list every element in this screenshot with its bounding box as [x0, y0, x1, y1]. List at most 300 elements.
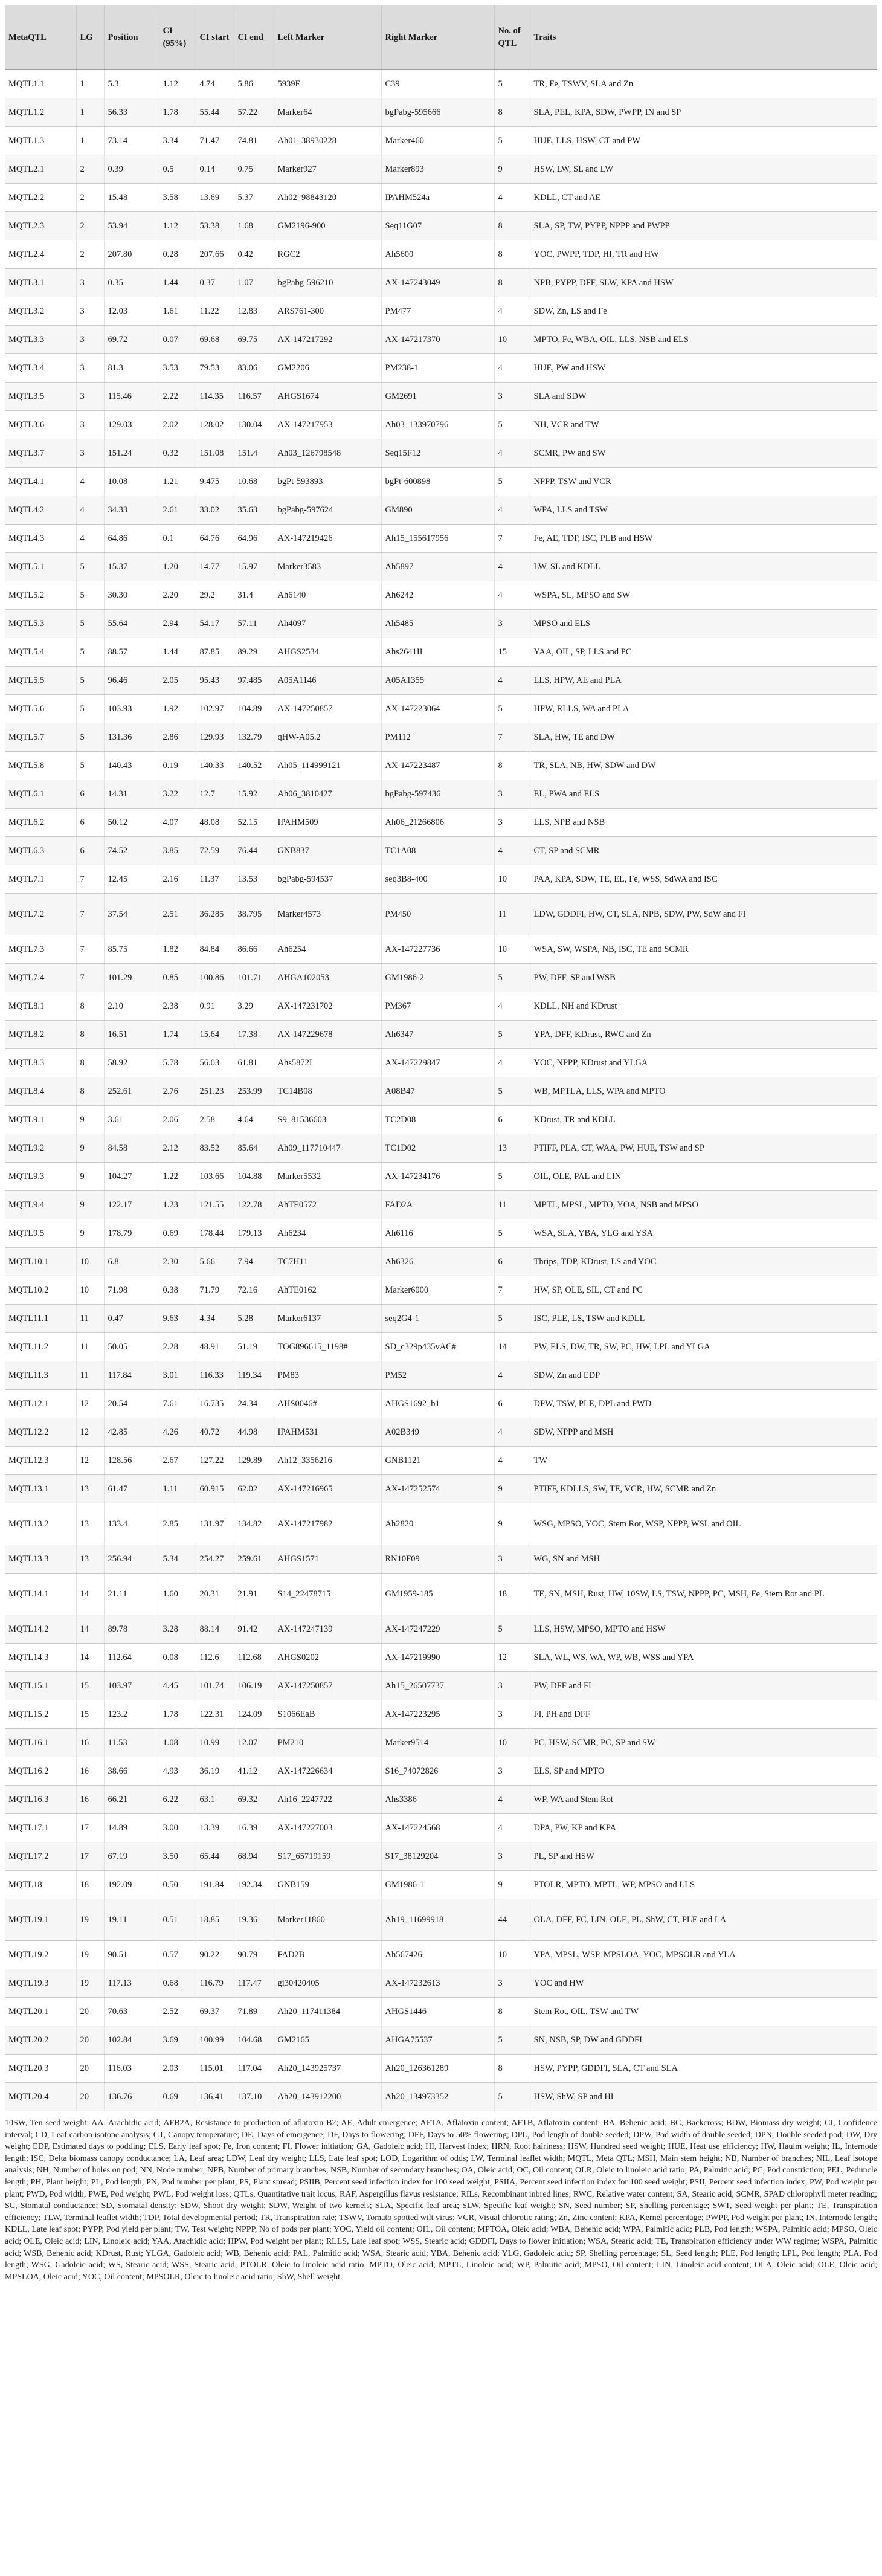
table-cell: MQTL15.2 — [5, 1700, 76, 1729]
table-cell: LLS, HSW, MPSO, MPTO and HSW — [530, 1615, 877, 1644]
table-row — [5, 1941, 877, 1969]
table-row — [5, 155, 877, 184]
table-cell: WSA, SLA, YBA, YLG and YSA — [530, 1219, 877, 1248]
table-cell: 5 — [494, 1077, 530, 1106]
table-cell: 20 — [76, 2083, 104, 2111]
table-cell: KDLL, CT and AE — [530, 184, 877, 212]
table-cell: PM83 — [274, 1361, 381, 1390]
table-row — [5, 935, 877, 964]
table-cell: 12 — [76, 1390, 104, 1418]
table-cell: 115.46 — [104, 383, 159, 411]
column-header: Left Marker — [274, 5, 381, 70]
table-cell: PW, DFF and FI — [530, 1672, 877, 1700]
table-cell: Marker4573 — [274, 894, 381, 935]
table-cell: 29.2 — [196, 581, 234, 610]
table-cell: HUE, LLS, HSW, CT and PW — [530, 127, 877, 155]
table-cell: 8 — [494, 2055, 530, 2083]
table-cell: 7.94 — [234, 1248, 274, 1276]
table-cell: 5 — [494, 964, 530, 992]
table-cell: 3 — [494, 383, 530, 411]
table-cell: 117.04 — [234, 2055, 274, 2083]
table-cell: 124.09 — [234, 1700, 274, 1729]
table-cell: 0.14 — [196, 155, 234, 184]
table-cell: Ah06_21266806 — [381, 809, 494, 837]
table-row — [5, 752, 877, 780]
table-cell: 122.31 — [196, 1700, 234, 1729]
table-cell: AX-147223064 — [381, 695, 494, 723]
table-cell: 12.83 — [234, 297, 274, 326]
table-cell: MQTL20.1 — [5, 1998, 76, 2026]
table-cell: 38.66 — [104, 1757, 159, 1786]
table-cell: Marker927 — [274, 155, 381, 184]
table-cell: 119.34 — [234, 1361, 274, 1390]
table-cell: 6 — [494, 1106, 530, 1134]
table-cell: 8 — [76, 1021, 104, 1049]
table-cell: SLA, HW, TE and DW — [530, 723, 877, 752]
table-cell: 63.1 — [196, 1786, 234, 1814]
table-cell: 12 — [76, 1447, 104, 1475]
table-cell: 5 — [494, 70, 530, 98]
table-cell: 1.44 — [159, 269, 196, 297]
table-cell: 0.51 — [159, 1899, 196, 1941]
table-cell: MQTL10.1 — [5, 1248, 76, 1276]
table-cell: 55.64 — [104, 610, 159, 638]
table-cell: A08B47 — [381, 1077, 494, 1106]
table-row — [5, 1729, 877, 1757]
table-cell: 64.86 — [104, 525, 159, 553]
table-cell: SDW, Zn, LS and Fe — [530, 297, 877, 326]
table-cell: Ah05_114999121 — [274, 752, 381, 780]
table-cell: 17 — [76, 1814, 104, 1842]
table-cell: 140.43 — [104, 752, 159, 780]
table-cell: 8 — [494, 98, 530, 127]
table-cell: 3.01 — [159, 1361, 196, 1390]
table-cell: 112.68 — [234, 1644, 274, 1672]
table-cell: 57.11 — [234, 610, 274, 638]
table-row — [5, 1390, 877, 1418]
table-cell: 74.52 — [104, 837, 159, 865]
table-cell: MQTL2.2 — [5, 184, 76, 212]
table-cell: 4.74 — [196, 70, 234, 98]
table-cell: GM2196-900 — [274, 212, 381, 240]
table-cell: 13 — [76, 1545, 104, 1574]
table-cell: AX-147217982 — [274, 1503, 381, 1545]
table-cell: 4.64 — [234, 1106, 274, 1134]
table-cell: SD_c329p435vAC# — [381, 1333, 494, 1361]
table-cell: EL, PWA and ELS — [530, 780, 877, 809]
table-cell: AHGS1692_b1 — [381, 1390, 494, 1418]
table-cell: 0.28 — [159, 240, 196, 269]
table-cell: NPB, PYPP, DFF, SLW, KPA and HSW — [530, 269, 877, 297]
table-cell: Seq15F12 — [381, 439, 494, 468]
table-cell: 5.28 — [234, 1305, 274, 1333]
table-cell: 10.99 — [196, 1729, 234, 1757]
table-cell: 5 — [494, 1219, 530, 1248]
table-cell: 5.86 — [234, 70, 274, 98]
table-cell: 117.13 — [104, 1969, 159, 1998]
table-cell: 61.81 — [234, 1049, 274, 1077]
table-cell: 3 — [494, 1545, 530, 1574]
table-cell: AHGA75537 — [381, 2026, 494, 2055]
table-row — [5, 1545, 877, 1574]
table-cell: PL, SP and HSW — [530, 1842, 877, 1871]
table-cell: Seq11G07 — [381, 212, 494, 240]
table-cell: HSW, ShW, SP and HI — [530, 2083, 877, 2111]
table-cell: DPA, PW, KP and KPA — [530, 1814, 877, 1842]
table-cell: HPW, RLLS, WA and PLA — [530, 695, 877, 723]
table-cell: Marker11860 — [274, 1899, 381, 1941]
table-cell: PM367 — [381, 992, 494, 1021]
table-cell: 3 — [494, 1842, 530, 1871]
table-row — [5, 1333, 877, 1361]
table-cell: 5 — [494, 1163, 530, 1191]
table-cell: 103.66 — [196, 1163, 234, 1191]
table-row — [5, 610, 877, 638]
table-row — [5, 240, 877, 269]
table-cell: AHGA102053 — [274, 964, 381, 992]
table-cell: 129.03 — [104, 411, 159, 439]
table-cell: 13.69 — [196, 184, 234, 212]
table-cell: 2.06 — [159, 1106, 196, 1134]
table-cell: 9 — [494, 1475, 530, 1503]
table-cell: 0.69 — [159, 2083, 196, 2111]
table-cell: AX-147247139 — [274, 1615, 381, 1644]
table-cell: gi30420405 — [274, 1969, 381, 1998]
table-cell: AX-147219426 — [274, 525, 381, 553]
table-cell: 19.36 — [234, 1899, 274, 1941]
table-cell: LW, SL and KDLL — [530, 553, 877, 581]
table-cell: 90.22 — [196, 1941, 234, 1969]
table-cell: 21.11 — [104, 1574, 159, 1615]
table-cell: Ah15_155617956 — [381, 525, 494, 553]
table-cell: Ahs5872I — [274, 1049, 381, 1077]
table-cell: PM210 — [274, 1729, 381, 1757]
table-cell: 0.50 — [159, 1871, 196, 1899]
table-cell: 1.74 — [159, 1021, 196, 1049]
table-cell: S17_38129204 — [381, 1842, 494, 1871]
table-cell: 2 — [76, 184, 104, 212]
table-cell: YAA, OIL, SP, LLS and PC — [530, 638, 877, 667]
table-cell: 14.77 — [196, 553, 234, 581]
table-cell: 1.78 — [159, 98, 196, 127]
table-row — [5, 1899, 877, 1941]
table-cell: LLS, NPB and NSB — [530, 809, 877, 837]
table-cell: 102.84 — [104, 2026, 159, 2055]
table-cell: 6 — [76, 809, 104, 837]
table-cell: YPA, MPSL, WSP, MPSLOA, YOC, MPSOLR and YLA — [530, 1941, 877, 1969]
table-cell: 88.14 — [196, 1615, 234, 1644]
table-row — [5, 581, 877, 610]
table-cell: AHGS1674 — [274, 383, 381, 411]
table-cell: AX-147216965 — [274, 1475, 381, 1503]
table-cell: 10 — [76, 1248, 104, 1276]
table-header — [5, 5, 877, 70]
table-cell: 1.60 — [159, 1574, 196, 1615]
table-cell: 20.31 — [196, 1574, 234, 1615]
table-cell: 1.12 — [159, 212, 196, 240]
table-cell: 9 — [494, 1871, 530, 1899]
table-cell: 31.4 — [234, 581, 274, 610]
table-cell: 50.05 — [104, 1333, 159, 1361]
table-cell: 1.20 — [159, 553, 196, 581]
table-row — [5, 269, 877, 297]
table-cell: 8 — [494, 269, 530, 297]
table-row — [5, 212, 877, 240]
table-cell: Ah15_26507737 — [381, 1672, 494, 1700]
column-header: LG — [76, 5, 104, 70]
table-cell: 42.85 — [104, 1418, 159, 1447]
table-cell: 3 — [76, 411, 104, 439]
table-cell: 117.47 — [234, 1969, 274, 1998]
table-cell: 8 — [494, 752, 530, 780]
table-row — [5, 809, 877, 837]
table-cell: MQTL18 — [5, 1871, 76, 1899]
table-cell: 3 — [494, 1969, 530, 1998]
table-cell: 131.97 — [196, 1503, 234, 1545]
table-cell: MQTL9.4 — [5, 1191, 76, 1219]
table-cell: 11.37 — [196, 865, 234, 894]
table-cell: 64.96 — [234, 525, 274, 553]
table-cell: MQTL5.8 — [5, 752, 76, 780]
table-cell: 51.19 — [234, 1333, 274, 1361]
table-cell: 5 — [76, 610, 104, 638]
table-cell: 0.57 — [159, 1941, 196, 1969]
table-cell: 71.47 — [196, 127, 234, 155]
table-row — [5, 1814, 877, 1842]
table-cell: 0.68 — [159, 1969, 196, 1998]
table-cell: 69.32 — [234, 1786, 274, 1814]
table-cell: MQTL8.3 — [5, 1049, 76, 1077]
table-cell: MQTL2.3 — [5, 212, 76, 240]
table-cell: MQTL5.3 — [5, 610, 76, 638]
table-cell: 3.28 — [159, 1615, 196, 1644]
table-cell: MQTL3.7 — [5, 439, 76, 468]
table-cell: MQTL3.6 — [5, 411, 76, 439]
table-cell: AX-147224568 — [381, 1814, 494, 1842]
table-cell: Ah01_38930228 — [274, 127, 381, 155]
table-cell: 7 — [494, 1276, 530, 1305]
table-cell: OLA, DFF, FC, LIN, OLE, PL, ShW, CT, PLE and LA — [530, 1899, 877, 1941]
table-cell: 15.64 — [196, 1021, 234, 1049]
table-cell: 79.53 — [196, 354, 234, 383]
table-cell: AhTE0572 — [274, 1191, 381, 1219]
table-cell: 128.02 — [196, 411, 234, 439]
table-footnote: 10SW, Ten seed weight; AA, Arachidic acid; AFB2A, Resistance to production of aflatoxin B2; AE, Adult emergence; AFTA, Aflatoxin content; AFTB, Aflatoxin content; BA, Behenic acid; BC, Backcross; BDW, Biomass dry weight; CI, Confidence interval; CD, Leaf carbon isotope analysis; CT, Canopy temperature; DE, Days of emergence; DF, Days to flowering; DFF, Days to 50% flowering; DPL, Pod length of double seeded; DPW, Pod width of double seeded; DPN, Double seeded pod; DW, Dry weight; EDP, Estimated days to podding; ELS, Early leaf spot; Fe, Iron content; FI, Flower initiation; GA, Gadoleic acid; HI, Harvest index; HRN, Root hairiness; HSW, Hundred seed weight; HUE, Heat use efficiency; HW, Haulm weight; IL, Internode length; ISC, Delta biomass canopy conductance; LA, Leaf area; LDW, Leaf dry weight; LLS, Late leaf spot; LOD, Logarithm of odds; LW, Terminal leaflet width; MQTL, Meta QTL; MSH, Main stem height; NB, Number of branches; NIL, Leaf isotope analysis; NH, Number of holes on pod; NN, Node number; NPB, Number of primary branches; NSB, Number of secondary branches; OA, Oleic acid; OC, Oil content; OLR, Oleic to linoleic acid ratio; PA, Palmitic acid; PC, Pod constriction; PEL, Peduncle length; PH, Plant height; PL, Pod length; PN, Pod number per plant; PS, Plant spread; PSIIB, Percent seed infection index for 100 seed weight; PSIIA, Percent seed infection index for 100 seed weight; PSII, Percent seed infection index; PW, Pod weight per plant; PWD, Pod width; PWE, Pod weight; PWL, Pod weight loss; QTLs, Quantitative trait locus; RAF, Aspergillus flavus resistance; RILs, Recombinant inbred lines; RWC, Relative water content; SA, Stearic acid; SCMR, SPAD chlorophyll meter reading; SC, Stomatal conductance; SD, Stomatal density; SDW, Shoot dry weight; SDW, Weight of two kernels; SLA, Specific leaf area; SLW, Specific leaf weight; SN, Seed number; SP, Shelling percentage; SWT, Seed weight per plant; TE, Transpiration efficiency; TLW, Terminal leaflet width; TDP, Total developmental period; TR, Transpiration rate; TSWV, Tomato spotted wilt virus; VCR, Visual chlorotic rating; Zn, Zinc content; KPA, Kernel percentage; PWPP, Pod weight per plant; IN, Internode length; KDLL, Late leaf spot; PYPP, Pod yield per plant; TW, Test weight; NPPP, No of pods per plant; YOC, Yield oil content; OIL, Oil content; MPTOA, Oleic acid; WBA, Behenic acid; WPA, Palmitic acid; PLB, Pod length; WSPA, Palmitic acid; MPSO, Oleic acid; OLE, Oleic acid; LIN, Linoleic acid; YAA, Arachidic acid; HPW, Pod weight per plant; RLLS, Late leaf spot; WSS, Stearic acid; GDDFI, Days to flower initiation; WSA, Stearic acid; TE, Transpiration efficiency under WW regime; WSPA, Palmitic acid; WSB, Behenic acid; KDrust, Rust; YLGA, Gadoleic acid; WB, Behenic acid; PAL, Palmitic acid; WSA, Stearic acid; YBA, Behenic acid; YLG, Gadoleic acid; SP, Shelling percentage; SL, Seed length; PLE, Pod length; LPL, Pod length; PLA, Pod length; WSG, Gadoleic acid; WS, Stearic acid; WSS, Stearic acid; PTOLR, Oleic to linoleic acid ratio; MPTO, Oleic acid; MPTL, Linoleic acid; WP, Palmitic acid; MPSO, Oil content; LIN, Linoleic acid content; OLA, Oleic acid; OLE, Oleic acid; MPSLOA, Oleic acid; YOC, Oil content; MPSOLR, Oleic to linoleic acid ratio; ShW, Shell weight. — [5, 2119, 877, 2282]
table-cell: MQTL5.6 — [5, 695, 76, 723]
table-cell: IPAHM531 — [274, 1418, 381, 1447]
table-cell: 1.11 — [159, 1475, 196, 1503]
table-cell: MQTL4.2 — [5, 496, 76, 525]
table-cell: Ah19_11699918 — [381, 1899, 494, 1941]
table-cell: 18.85 — [196, 1899, 234, 1941]
table-cell: 69.37 — [196, 1998, 234, 2026]
table-cell: 4 — [494, 297, 530, 326]
table-cell: 8 — [76, 1077, 104, 1106]
table-cell: 131.36 — [104, 723, 159, 752]
table-cell: 2.02 — [159, 411, 196, 439]
table-cell: 11.22 — [196, 297, 234, 326]
table-cell: 18 — [494, 1574, 530, 1615]
table-cell: 5 — [494, 2026, 530, 2055]
table-row — [5, 2083, 877, 2111]
table-cell: AHGS0202 — [274, 1644, 381, 1672]
table-cell: 178.79 — [104, 1219, 159, 1248]
table-row — [5, 865, 877, 894]
table-row — [5, 1163, 877, 1191]
table-cell: ARS761-300 — [274, 297, 381, 326]
table-cell: 5 — [76, 695, 104, 723]
table-cell: MQTL3.4 — [5, 354, 76, 383]
table-cell: 207.80 — [104, 240, 159, 269]
table-cell: 253.99 — [234, 1077, 274, 1106]
table-cell: 3 — [76, 354, 104, 383]
table-cell: 151.24 — [104, 439, 159, 468]
table-cell: 83.52 — [196, 1134, 234, 1163]
table-cell: PC, HSW, SCMR, PC, SP and SW — [530, 1729, 877, 1757]
table-cell: 4 — [494, 1786, 530, 1814]
table-cell: 85.75 — [104, 935, 159, 964]
table-cell: 5 — [76, 553, 104, 581]
table-cell: ELS, SP and MPTO — [530, 1757, 877, 1786]
table-cell: 60.915 — [196, 1475, 234, 1503]
table-cell: 50.12 — [104, 809, 159, 837]
table-cell: 112.6 — [196, 1644, 234, 1672]
table-row — [5, 525, 877, 553]
table-cell: bgPt-593893 — [274, 468, 381, 496]
table-cell: MQTL5.7 — [5, 723, 76, 752]
table-cell: 4 — [494, 1049, 530, 1077]
table-cell: 256.94 — [104, 1545, 159, 1574]
table-cell: 11 — [76, 1361, 104, 1390]
table-cell: 71.89 — [234, 1998, 274, 2026]
table-cell: S14_22478715 — [274, 1574, 381, 1615]
table-cell: 24.34 — [234, 1390, 274, 1418]
table-cell: 4 — [494, 496, 530, 525]
table-cell: TC1D02 — [381, 1134, 494, 1163]
table-row — [5, 98, 877, 127]
table-cell: 2 — [76, 212, 104, 240]
table-cell: 1.68 — [234, 212, 274, 240]
table-cell: TC1A08 — [381, 837, 494, 865]
table-row — [5, 894, 877, 935]
table-cell: 4 — [494, 1447, 530, 1475]
table-cell: MQTL15.1 — [5, 1672, 76, 1700]
table-cell: S16_74072826 — [381, 1757, 494, 1786]
table-cell: AX-147229847 — [381, 1049, 494, 1077]
table-cell: 134.82 — [234, 1503, 274, 1545]
table-cell: 104.89 — [234, 695, 274, 723]
table-cell: SDW, NPPP and MSH — [530, 1418, 877, 1447]
table-cell: Ah4097 — [274, 610, 381, 638]
table-cell: 3 — [494, 1672, 530, 1700]
table-cell: MQTL17.2 — [5, 1842, 76, 1871]
table-cell: 57.22 — [234, 98, 274, 127]
table-cell: 12 — [76, 1418, 104, 1447]
table-cell: AHGS1446 — [381, 1998, 494, 2026]
table-cell: 2.86 — [159, 723, 196, 752]
table-cell: 1.61 — [159, 297, 196, 326]
table-row — [5, 1418, 877, 1447]
table-cell: AX-147217292 — [274, 326, 381, 354]
table-cell: 58.92 — [104, 1049, 159, 1077]
table-cell: 89.29 — [234, 638, 274, 667]
table-cell: WSG, MPSO, YOC, Stem Rot, WSP, NPPP, WSL and OIL — [530, 1503, 877, 1545]
table-cell: MQTL5.2 — [5, 581, 76, 610]
table-cell: GM1959-185 — [381, 1574, 494, 1615]
table-row — [5, 184, 877, 212]
table-cell: MQTL6.3 — [5, 837, 76, 865]
table-cell: MQTL3.5 — [5, 383, 76, 411]
table-cell: 67.19 — [104, 1842, 159, 1871]
table-cell: MQTL7.3 — [5, 935, 76, 964]
table-cell: 9 — [76, 1106, 104, 1134]
table-cell: MQTL3.2 — [5, 297, 76, 326]
table-cell: MQTL13.3 — [5, 1545, 76, 1574]
table-cell: MQTL14.3 — [5, 1644, 76, 1672]
table-cell: FAD2B — [274, 1941, 381, 1969]
table-cell: MQTL13.1 — [5, 1475, 76, 1503]
table-cell: 53.38 — [196, 212, 234, 240]
table-cell: 35.63 — [234, 496, 274, 525]
table-cell: Ah6140 — [274, 581, 381, 610]
table-row — [5, 2055, 877, 2083]
table-cell: 53.94 — [104, 212, 159, 240]
table-cell: 102.97 — [196, 695, 234, 723]
table-cell: 12.03 — [104, 297, 159, 326]
table-cell: 0.47 — [104, 1305, 159, 1333]
metaqtl-table — [5, 5, 877, 2111]
table-cell: 4.93 — [159, 1757, 196, 1786]
table-cell: AX-147250857 — [274, 1672, 381, 1700]
table-cell: TR, SLA, NB, HW, SDW and DW — [530, 752, 877, 780]
table-cell: 3 — [76, 326, 104, 354]
table-cell: MQTL7.1 — [5, 865, 76, 894]
table-cell: 123.2 — [104, 1700, 159, 1729]
table-cell: 15.37 — [104, 553, 159, 581]
table-cell: 1.22 — [159, 1163, 196, 1191]
table-cell: Marker893 — [381, 155, 494, 184]
table-cell: 151.4 — [234, 439, 274, 468]
table-cell: MQTL16.3 — [5, 1786, 76, 1814]
table-row — [5, 127, 877, 155]
table-cell: WG, SN and MSH — [530, 1545, 877, 1574]
table-cell: 3.22 — [159, 780, 196, 809]
table-cell: 95.43 — [196, 667, 234, 695]
table-cell: AX-147250857 — [274, 695, 381, 723]
table-cell: TR, Fe, TSWV, SLA and Zn — [530, 70, 877, 98]
table-cell: 14.89 — [104, 1814, 159, 1842]
table-cell: 5 — [76, 723, 104, 752]
table-cell: MQTL19.2 — [5, 1941, 76, 1969]
table-cell: MQTL12.2 — [5, 1418, 76, 1447]
table-row — [5, 1842, 877, 1871]
table-cell: 11 — [494, 1191, 530, 1219]
table-cell: MQTL2.4 — [5, 240, 76, 269]
table-cell: 74.81 — [234, 127, 274, 155]
table-cell: 0.91 — [196, 992, 234, 1021]
table-cell: 1.82 — [159, 935, 196, 964]
table-cell: MQTL8.1 — [5, 992, 76, 1021]
table-cell: 15 — [76, 1700, 104, 1729]
table-cell: MQTL20.3 — [5, 2055, 76, 2083]
table-cell: 90.79 — [234, 1941, 274, 1969]
column-header: MetaQTL — [5, 5, 76, 70]
table-row — [5, 70, 877, 98]
table-cell: 87.85 — [196, 638, 234, 667]
table-cell: GM890 — [381, 496, 494, 525]
table-cell: 5 — [494, 468, 530, 496]
table-cell: WSA, SW, WSPA, NB, ISC, TE and SCMR — [530, 935, 877, 964]
